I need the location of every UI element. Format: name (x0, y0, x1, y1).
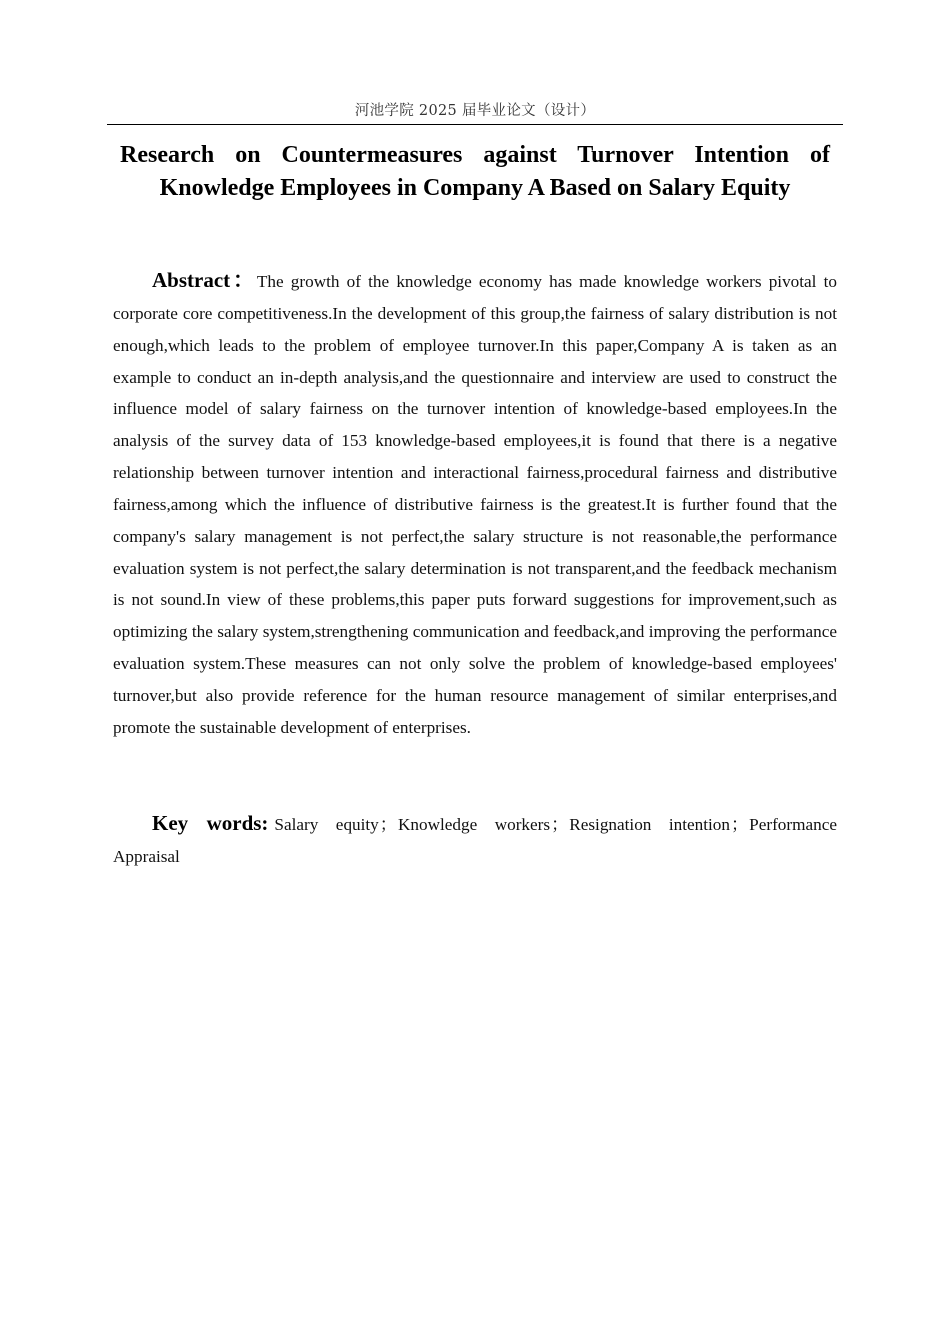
running-header: 河池学院 2025 届毕业论文（设计） (354, 103, 596, 119)
keyword: Knowledge workers (397, 815, 551, 834)
keyword-separator: ； (730, 815, 749, 834)
keyword: Resignation intention (569, 815, 730, 834)
keyword: Performance Appraisal (113, 815, 837, 866)
abstract-paragraph (113, 265, 837, 744)
keywords-paragraph (113, 808, 837, 873)
abstract-label: Abstract： (152, 268, 257, 292)
header-divider (107, 124, 843, 125)
abstract-text: The growth of the knowledge economy has made knowledge workers pivotal to corporate core competitiveness.In the development of this group,the fairness of salary distribution is not enough,which leads to the problem of employee turnover.In this paper,Company A is taken as an example to conduct an in-depth analysis,and the questionnaire and interview are used to construct the influence model of salary fairness on the turnover intention of knowledge-based employees.In the analysis of the survey data of 153 knowledge-based employees,it is found that there is a negative relationship between turnover intention and interactional fairness,procedural fairness and distributive fairness,among which the influence of distributive fairness is the greatest.It is further found that the company's salary management is not perfect,the salary structure is not reasonable,the performance evaluation system is not perfect,the salary determination is not transparent,and the feedback mechanism is not sound.In view of these problems,this paper puts forward suggestions for improvement,such as optimizing the salary system,strengthening communication and feedback,and improving the performance evaluation system.These measures can not only solve the problem of knowledge-based employees' turnover,but also provide reference for the human resource management of similar enterprises,and promote the sustainable development of enterprises. (113, 272, 837, 737)
keyword-separator: ； (379, 815, 397, 834)
keyword-separator: ； (551, 815, 569, 834)
keywords-label: Key words: (152, 811, 269, 835)
keyword: Salary equity (274, 815, 379, 834)
paper-title: Research on Countermeasures against Turnover Intention of Knowledge Employees in Company A Based on Salary Equity (120, 142, 830, 201)
